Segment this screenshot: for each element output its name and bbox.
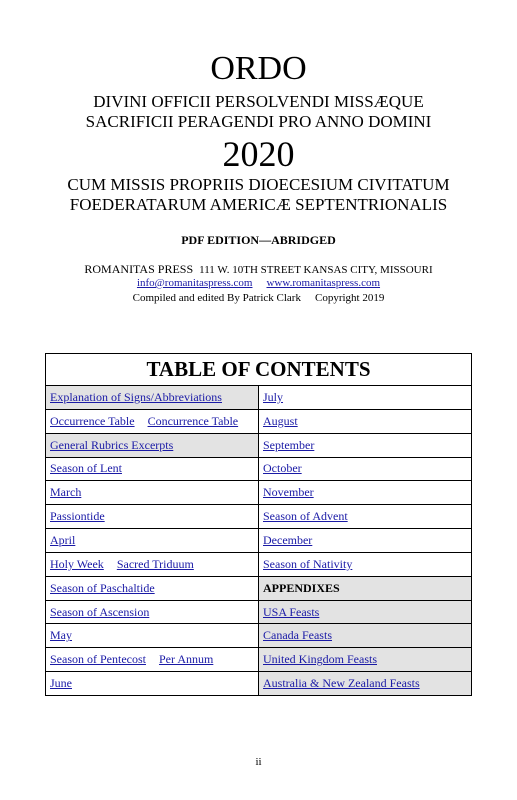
toc-link[interactable]: General Rubrics Excerpts [50, 437, 174, 452]
subtitle-line-1: DIVINI OFFICII PERSOLVENDI MISSÆQUE [93, 92, 424, 111]
toc-cell-left [46, 672, 259, 696]
subtitle-line-3: CUM MISSIS PROPRIIS DIOECESIUM CIVITATUM [67, 175, 450, 194]
toc-row [46, 409, 472, 433]
toc-link[interactable]: Per Annum [158, 652, 214, 667]
toc-cell-left [46, 648, 259, 672]
toc-row [46, 672, 472, 696]
subtitle-line-4: FOEDERATARUM AMERICÆ SEPTENTRIONALIS [69, 195, 448, 214]
website-link[interactable]: www.romanitaspress.com [266, 277, 381, 289]
toc-cell-right [259, 409, 472, 433]
toc-cell-left [46, 386, 259, 410]
edition-label: PDF EDITION—ABRIDGED [181, 233, 336, 247]
toc-cell-right [259, 481, 472, 505]
toc-link[interactable]: Season of Pentecost [50, 652, 146, 667]
toc-row [46, 481, 472, 505]
toc-link[interactable]: April [50, 532, 76, 547]
toc-row [46, 457, 472, 481]
toc-row [46, 552, 472, 576]
toc-cell-left [46, 457, 259, 481]
toc-link[interactable]: Season of Lent [50, 461, 122, 476]
compiled-by: Compiled and edited By Patrick Clark [132, 292, 301, 304]
email-link[interactable]: info@romanitaspress.com [136, 277, 253, 289]
toc-row [46, 576, 472, 600]
publisher-address: 111 W. 10TH STREET KANSAS CITY, MISSOURI [199, 264, 433, 276]
toc-link[interactable]: August [263, 413, 298, 428]
toc-cell-right [259, 624, 472, 648]
toc-link[interactable]: Sacred Triduum [116, 556, 194, 571]
publisher-name: ROMANITAS PRESS [84, 262, 194, 276]
toc-link[interactable]: Australia & New Zealand Feasts [263, 676, 420, 691]
toc-row [46, 433, 472, 457]
table-of-contents [45, 353, 472, 696]
toc-cell-right [259, 457, 472, 481]
toc-row [46, 505, 472, 529]
toc-link[interactable]: Explanation of Signs/Abbreviations [50, 389, 222, 404]
toc-link[interactable]: November [263, 485, 314, 500]
toc-link[interactable]: Season of Paschaltide [50, 580, 155, 595]
toc-row [46, 529, 472, 553]
toc-link[interactable]: Season of Ascension [50, 604, 150, 619]
toc-cell-right [259, 433, 472, 457]
toc-link[interactable]: Holy Week [50, 556, 104, 571]
appendixes-heading: APPENDIXES [263, 580, 340, 595]
toc-link[interactable]: December [263, 532, 313, 547]
toc-cell-right [259, 600, 472, 624]
toc-link[interactable]: Season of Advent [263, 509, 348, 524]
toc-cell-left [46, 481, 259, 505]
credit-line [0, 291, 517, 305]
toc-cell-right [259, 672, 472, 696]
toc-link[interactable]: Canada Feasts [263, 628, 332, 643]
toc-link[interactable]: June [50, 676, 72, 691]
toc-link[interactable]: March [50, 485, 82, 500]
toc-link[interactable]: July [263, 389, 284, 404]
year-heading: 2020 [222, 134, 295, 174]
toc-link[interactable]: USA Feasts [263, 604, 320, 619]
page-number: ii [255, 756, 262, 768]
toc-cell-right [259, 386, 472, 410]
toc-link[interactable]: United Kingdom Feasts [263, 652, 377, 667]
toc-title: TABLE OF CONTENTS [46, 354, 472, 386]
toc-row [46, 648, 472, 672]
toc-cell-left [46, 529, 259, 553]
toc-link[interactable]: May [50, 628, 72, 643]
toc-cell-left [46, 552, 259, 576]
toc-cell-left [46, 505, 259, 529]
toc-link[interactable]: Concurrence Table [147, 413, 239, 428]
subtitle-line-2: SACRIFICII PERAGENDI PRO ANNO DOMINI [85, 112, 432, 131]
toc-row [46, 624, 472, 648]
contact-links [0, 276, 517, 290]
toc-link[interactable]: Season of Nativity [263, 556, 353, 571]
toc-cell-left [46, 433, 259, 457]
toc-cell-right [259, 505, 472, 529]
toc-cell-left [46, 576, 259, 600]
toc-link[interactable]: September [263, 437, 315, 452]
toc-cell-right [259, 648, 472, 672]
toc-cell-left [46, 600, 259, 624]
document-title: ORDO [210, 50, 307, 87]
toc-link[interactable]: October [263, 461, 302, 476]
toc-cell-left [46, 409, 259, 433]
copyright-notice: Copyright 2019 [314, 292, 385, 304]
toc-cell-right [259, 529, 472, 553]
toc-cell-right [259, 576, 472, 600]
toc-row [46, 386, 472, 410]
toc-cell-right [259, 552, 472, 576]
toc-cell-left [46, 624, 259, 648]
toc-link[interactable]: Occurrence Table [50, 413, 135, 428]
toc-row [46, 600, 472, 624]
toc-link[interactable]: Passiontide [50, 509, 105, 524]
